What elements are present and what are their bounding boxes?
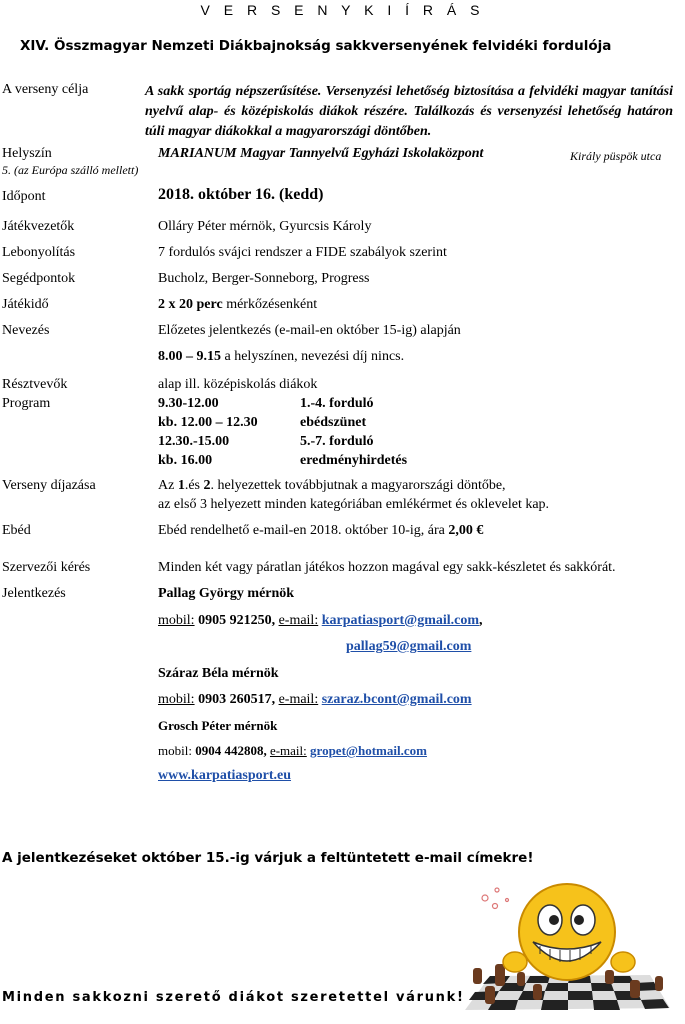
lunch-label: Ebéd [2,523,31,538]
lunch-value [158,523,483,539]
contact1-email-label: e-mail: [278,613,319,628]
program-time-4: kb. 16.00 [158,453,213,468]
request-text: Minden két vagy páratlan játékos hozzon magával egy sakk-készletet és sakkórát. [158,560,616,575]
entry-rest: a helyszínen, nevezési díj nincs. [221,349,405,364]
prizes-b2: 2 [203,478,211,493]
contact3-mobile-label: mobil: [158,743,196,758]
contact2-email-link[interactable]: szaraz.bcont@gmail.com [321,692,472,707]
date-value: 2018. október 16. (kedd) [158,186,324,203]
lunch-price: 2,00 € [448,523,484,538]
program-desc-2: ebédszünet [300,415,367,430]
program-label: Program [2,396,51,411]
contact3-name: Grosch Péter mérnök [158,718,278,733]
smiley-chess-illustration [455,880,685,1015]
prizes-line2: az első 3 helyezett minden kategóriában emlékérmet és oklevelet kap. [158,497,550,512]
contact2-mobile-label: mobil: [158,692,195,707]
contact1-email-link[interactable]: karpatiasport@gmail.com [321,613,480,628]
program-desc-1: 1.-4. forduló [300,396,374,411]
contact1-line: mobil: 0905 921250, e-mail: karpatiasport@gmail.com, [158,613,483,628]
contact3-line [158,743,427,759]
prizes-line1 [158,478,506,494]
prizes-label: Verseny díjazása [2,478,96,493]
time-rest: mérkőzésenként [222,297,318,312]
program-time-2: kb. 12.00 – 12.30 [158,415,258,430]
program-desc-4: eredményhirdetés [300,453,408,468]
website-link[interactable]: www.karpatiasport.eu [158,768,292,783]
entry-label: Nevezés [2,323,50,338]
arbiters-value: Olláry Péter mérnök, Gyurcsis Károly [158,219,372,234]
page-title: V E R S E N Y K I Í R Á S [200,2,485,18]
contact1-email2-link[interactable]: pallag59@gmail.com [346,639,472,654]
contact3-mobile: 0904 442808, [195,743,267,758]
prizes-p3: . helyezettek továbbjutnak a magyarországi döntőbe, [210,478,506,493]
entry-line2 [158,349,404,365]
closing-text: Minden sakkozni szerető diákot szeretettel várunk! [2,990,465,1005]
time-bold: 2 x 20 perc [158,297,223,312]
prizes-p2: .és [184,478,204,493]
contact1-mobile-label: mobil: [158,613,195,628]
footer-note: A jelentkezéseket október 15.-ig várjuk a feltüntetett e-mail címekre! [2,850,534,866]
venue-rest: 5. (az Európa szálló mellett) [2,163,139,177]
contacts-label: Jelentkezés [2,586,66,601]
contact2-line [158,692,472,708]
time-label: Játékidő [2,297,49,312]
tiebreak-label: Segédpontok [2,271,76,286]
prizes-b1: 1 [177,478,185,493]
contact1-name: Pallag György mérnök [158,586,295,601]
lunch-text: Ebéd rendelhető e-mail-en 2018. október 10-ig, ára [158,523,449,538]
contact3-email-link[interactable]: gropet@hotmail.com [310,743,427,758]
venue-name: MARIANUM Magyar Tannyelvű Egyházi Iskolaközpont [158,146,484,161]
tiebreak-value: Bucholz, Berger-Sonneborg, Progress [158,271,370,286]
participants-label: Résztvevők [2,377,68,392]
system-value: 7 fordulós svájci rendszer a FIDE szabályok szerint [158,245,447,260]
venue-label: Helyszín [2,146,52,161]
date-label: Időpont [2,189,46,204]
program-time-1: 9.30-12.00 [158,396,219,411]
smiley-face-icon [519,884,615,980]
contact1-mobile: 0905 921250, [194,613,276,628]
contact2-mobile: 0903 260517, [194,692,276,707]
program-time-3: 12.30.-15.00 [158,434,230,449]
program-desc-3: 5.-7. forduló [300,434,374,449]
request-label: Szervezői kérés [2,560,91,575]
time-value [158,297,317,313]
entry-line1: Előzetes jelentkezés (e-mail-en október 15-ig) alapján [158,323,461,338]
contact2-name: Száraz Béla mérnök [158,666,279,681]
goal-text: A sakk sportág népszerűsítése. Versenyzési lehetőség biztosítása a felvidéki magyar tanítási nyelvű alap- és középiskolás diákok részére. Találkozás és versenyzési lehetőség határon túli magyar diákokkal a magyarországi döntőben. [145,84,673,139]
arbiters-label: Játékvezetők [2,219,75,234]
venue-street: Király püspök utca [570,149,662,163]
page-subtitle: XIV. Összmagyar Nemzeti Diákbajnokság sakkversenyének felvidéki fordulója [20,38,612,54]
participants-value: alap ill. középiskolás diákok [158,377,318,392]
entry-time: 8.00 – 9.15 [158,349,221,364]
prizes-p1: Az [158,478,178,493]
contact3-email-label: e-mail: [269,743,307,758]
system-label: Lebonyolítás [2,245,76,260]
bubbles-icon [482,888,509,909]
goal-label: A verseny célja [2,82,89,97]
contact2-email-label: e-mail: [278,692,319,707]
